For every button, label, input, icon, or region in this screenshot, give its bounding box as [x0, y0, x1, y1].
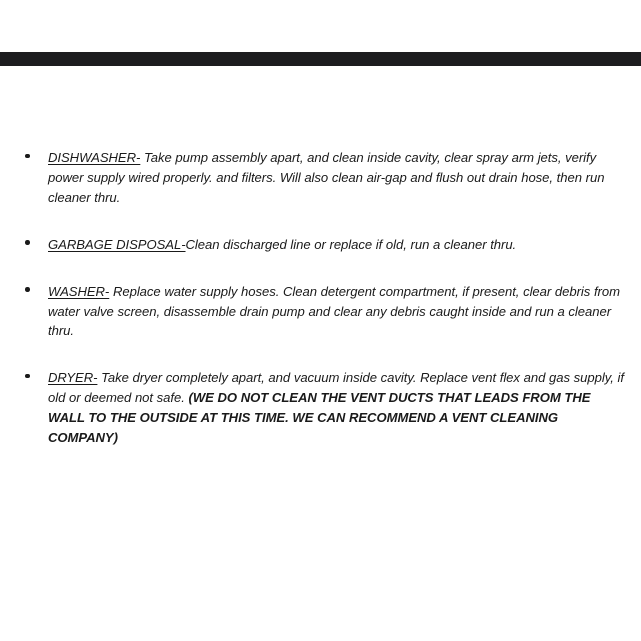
bullet-point-icon	[25, 154, 30, 159]
appliance-label: DRYER-	[48, 370, 98, 386]
bullet-point-icon	[25, 240, 30, 245]
list-item	[0, 282, 641, 342]
appliance-service-list	[0, 148, 641, 448]
appliance-description: Replace water supply hoses. Clean detergent compartment, if present, clear debris from water valve screen, disassemble drain pump and clear any debris caught inside and run a cleaner thru.	[48, 283, 620, 339]
bullet-point-icon	[25, 374, 30, 379]
list-item	[0, 368, 641, 448]
appliance-label: DISHWASHER-	[48, 150, 141, 165]
appliance-emphasis-note: (WE DO NOT CLEAN THE VENT DUCTS THAT LEADS FROM THE WALL TO THE OUTSIDE AT THIS TIME. WE CAN RECOMMEND A VENT CLEANING COMPANY)	[48, 390, 591, 446]
list-item	[0, 235, 641, 255]
appliance-description: Clean discharged line or replace if old, run a cleaner thru.	[185, 236, 517, 252]
appliance-description: Take dryer completely apart, and vacuum inside cavity. Replace vent flex and gas supply, if old or deemed not safe.	[48, 370, 624, 406]
appliance-label: GARBAGE DISPOSAL-	[48, 236, 186, 252]
appliance-label: WASHER-	[48, 283, 110, 299]
document-content	[0, 148, 641, 448]
list-item	[0, 148, 641, 208]
header-divider-bar	[0, 52, 641, 66]
bullet-point-icon	[25, 287, 30, 292]
appliance-description: Take pump assembly apart, and clean inside cavity, clear spray arm jets, verify power supply wired properly. and filters. Will also clean air-gap and flush out drain hose, then run cleaner thru.	[48, 150, 605, 205]
